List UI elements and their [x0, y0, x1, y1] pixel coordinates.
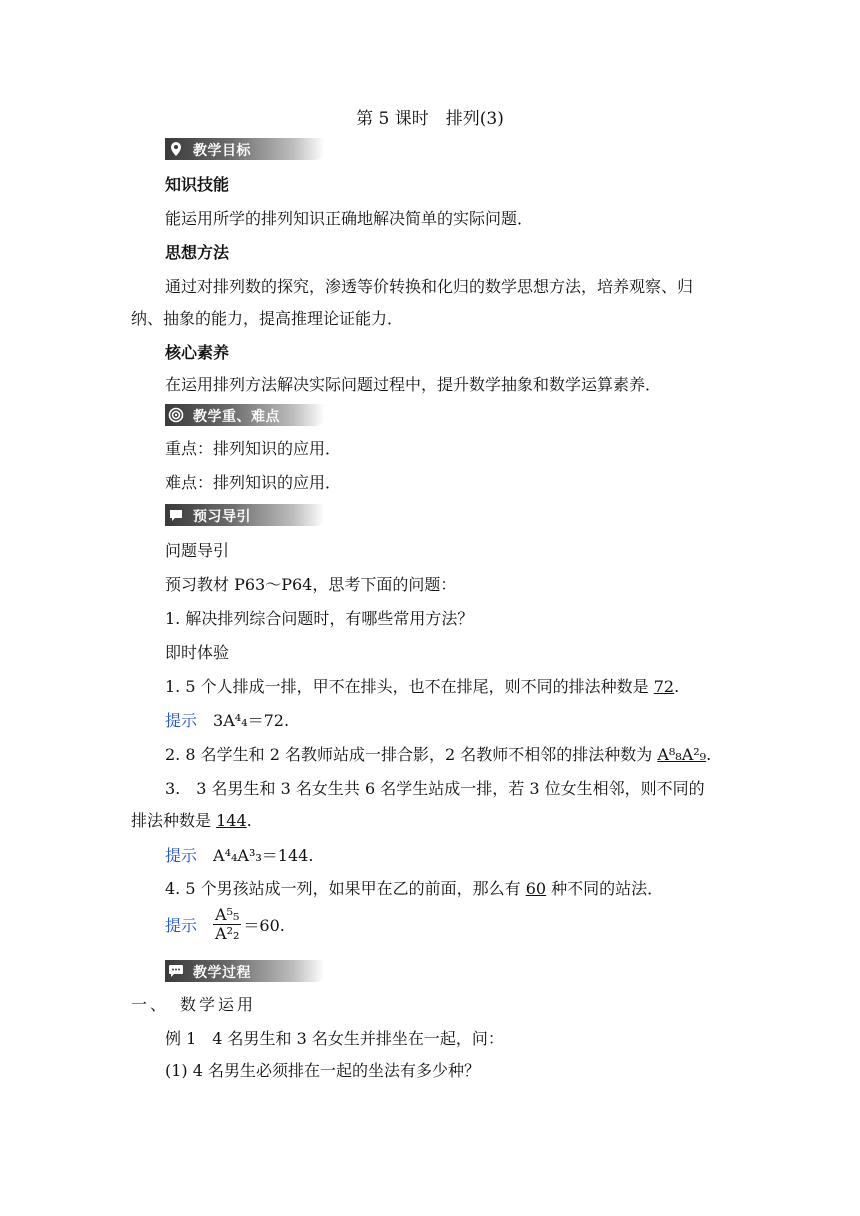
- exercise-1-tip: [165, 708, 289, 731]
- tip-label: 提示: [165, 846, 198, 865]
- exercise-3-line-1: 3. 3 名男生和 3 名女生共 6 名学生站成一排，若 3 位女生相邻，则不同的: [165, 779, 705, 798]
- method-heading: 思想方法: [165, 243, 230, 262]
- exercise-1-text: 1. 5 个人排成一排，甲不在排头，也不在排尾，则不同的排法种数是: [165, 677, 654, 696]
- exercise-3-tip-text: A⁴₄A³₃＝144.: [213, 846, 314, 865]
- location-pin-icon: [165, 138, 187, 160]
- intro-heading: 问题导引: [165, 541, 230, 560]
- exercise-3-line-2: 排法种数是 144.: [131, 811, 252, 830]
- exercise-3-text: 排法种数是: [131, 811, 217, 830]
- exercise-2-text: 2. 8 名学生和 2 名教师站成一排合影，2 名教师不相邻的排法种数为: [165, 745, 658, 764]
- intro-text: 预习教材 P63～P64，思考下面的问题：: [165, 575, 457, 594]
- core-text: 在运用排列方法解决实际问题过程中，提升数学抽象和数学运算素养．: [165, 375, 662, 394]
- skill-heading: 知识技能: [165, 175, 230, 194]
- key-important: 重点：排列知识的应用．: [165, 439, 342, 458]
- exercise-2-answer: A⁸₈A²₉: [657, 745, 707, 764]
- exercise-1-answer: 72: [653, 677, 675, 696]
- section-banner-preview: [165, 504, 325, 526]
- section-banner-process: [165, 960, 325, 982]
- exercise-3-answer: 144: [216, 811, 247, 830]
- fraction: [213, 906, 241, 943]
- exercise-1: 1. 5 个人排成一排，甲不在排头，也不在排尾，则不同的排法种数是 72.: [165, 677, 680, 696]
- section-banner-key: [165, 404, 325, 426]
- tip-label: 提示: [165, 711, 198, 730]
- speech-bubble-icon: [165, 504, 187, 526]
- section-title-goals: 教学目标: [193, 143, 251, 159]
- chat-dots-icon: [165, 960, 187, 982]
- exercise-4-text-1: 4. 5 个男孩站成一列，如果甲在乙的前面，那么有: [165, 879, 526, 898]
- core-heading: 核心素养: [165, 343, 230, 362]
- exercise-4-text-2: 种不同的站法．: [546, 879, 664, 898]
- exercise-1-tip-text: 3A⁴₄＝72.: [213, 711, 290, 730]
- method-text-1: 通过对排列数的探究，渗透等价转换和化归的数学思想方法，培养观察、归: [165, 277, 694, 296]
- section-title-key: 教学重、难点: [193, 409, 280, 425]
- exercise-4: [165, 876, 663, 899]
- question-1: 1. 解决排列综合问题时，有哪些常用方法？: [165, 609, 474, 628]
- fraction-numerator: A⁵₅: [215, 905, 240, 924]
- section-title-process: 教学过程: [193, 965, 251, 981]
- target-icon: [165, 404, 187, 426]
- fraction-result: ＝60.: [243, 916, 285, 935]
- part-heading: 一、 数学运用: [131, 995, 257, 1014]
- exp-heading: 即时体验: [165, 643, 230, 662]
- skill-text: 能运用所学的排列知识正确地解决简单的实际问题．: [165, 209, 534, 228]
- fraction-denominator: A²₂: [215, 924, 240, 943]
- section-title-preview: 预习导引: [193, 509, 251, 525]
- tip-label: 提示: [165, 916, 198, 935]
- lesson-title: 第 5 课时 排列(3): [356, 109, 504, 129]
- exercise-2: 2. 8 名学生和 2 名教师站成一排合影，2 名教师不相邻的排法种数为 A⁸₈A²₉.: [165, 745, 712, 764]
- exercise-3-tip: [165, 843, 313, 866]
- method-text-2: 纳、抽象的能力，提高推理论证能力．: [131, 309, 404, 328]
- exercise-4-tip: [165, 906, 285, 943]
- example-1: 例 1 4 名男生和 3 名女生并排坐在一起，问：: [165, 1029, 504, 1048]
- key-difficult: 难点：排列知识的应用．: [165, 473, 342, 492]
- example-1-question-1: (1) 4 名男生必须排在一起的坐法有多少种？: [165, 1061, 481, 1080]
- section-banner-goals: [165, 138, 325, 160]
- exercise-4-answer: 60: [525, 879, 547, 898]
